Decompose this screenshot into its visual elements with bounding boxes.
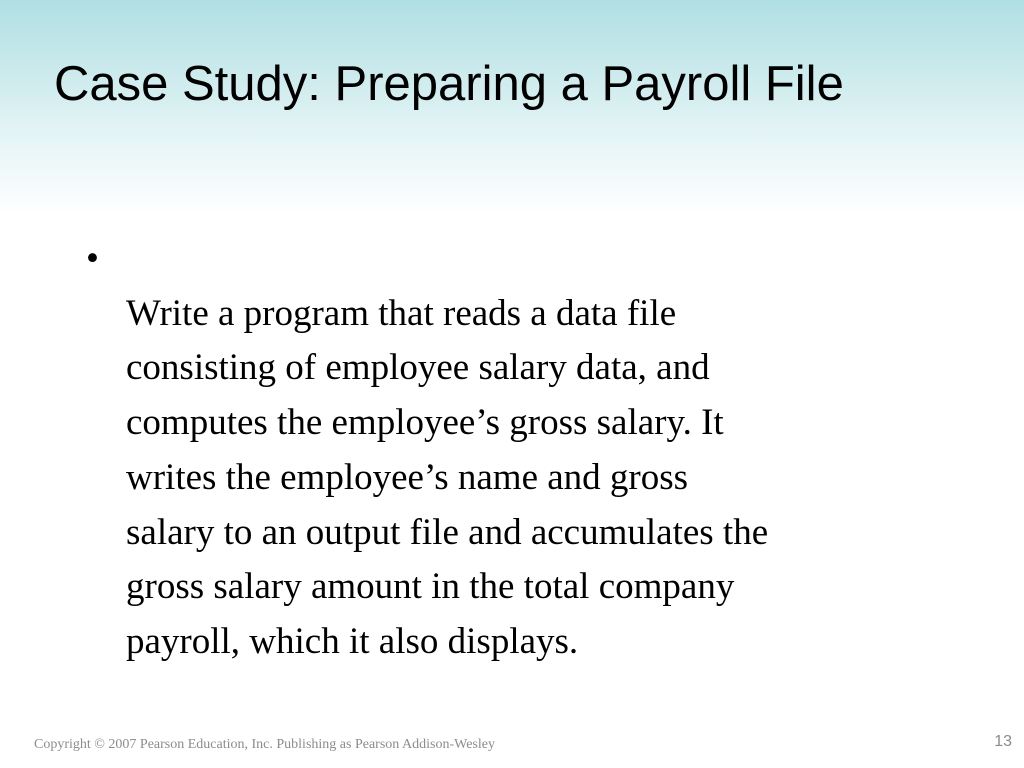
footer-copyright: Copyright © 2007 Pearson Education, Inc. Publishing as Pearson Addison-Wesley [34,737,495,752]
bullet-list [84,232,924,670]
bullet-marker: • [86,238,99,279]
slide-page-number: 13 [994,733,1012,750]
slide-title: Case Study: Preparing a Payroll File [54,57,844,111]
bullet-text: Write a program that reads a data file consisting of employee salary data, and computes the employee’s gross salary. It writes the employee’s name and gross salary to an output file and accumulates the gross salary amount in the total company payroll, which it also displays. [126,292,769,662]
bullet-item [84,232,924,670]
